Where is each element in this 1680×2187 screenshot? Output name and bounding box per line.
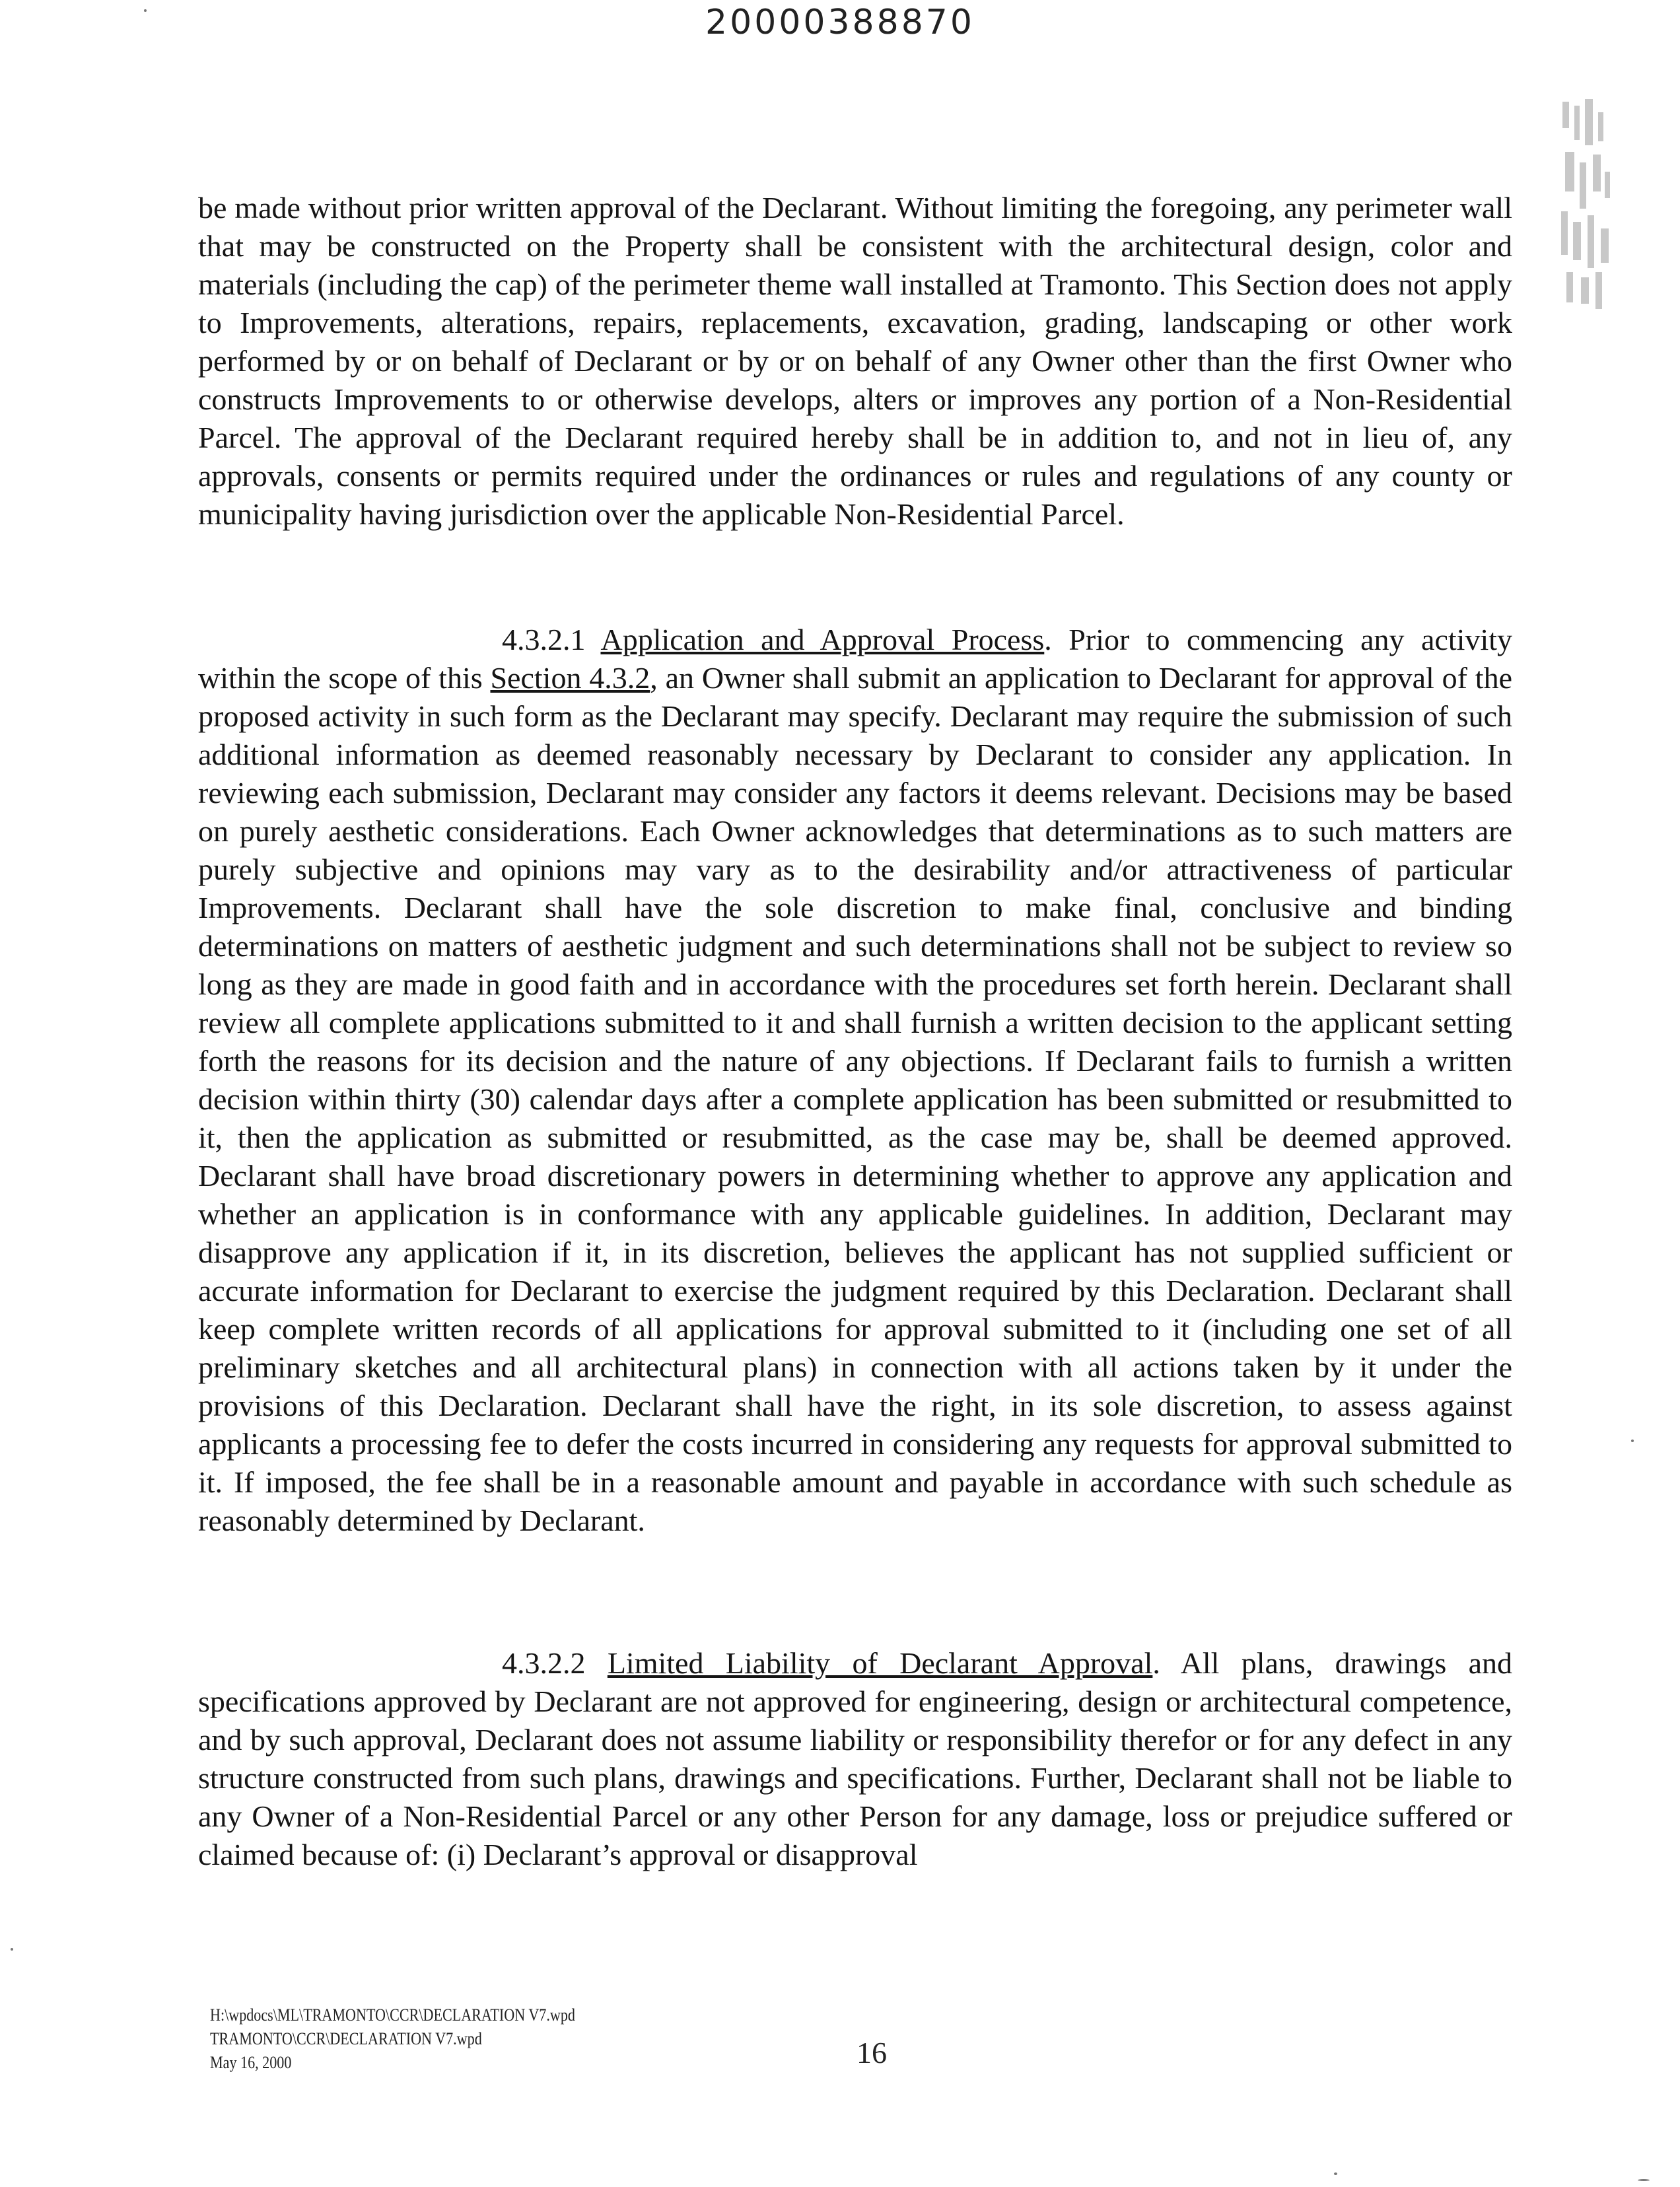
section-reference: Section 4.3.2 xyxy=(490,661,650,695)
file-path-line: H:\wpdocs\ML\TRAMONTO\CCR\DECLARATION V7.wpd xyxy=(210,2005,575,2025)
scan-speck xyxy=(1334,2172,1337,2175)
paragraph-text: . Prior to commencing any activity within the scope of this xyxy=(198,623,1512,695)
scan-speck xyxy=(1638,2179,1650,2181)
scan-speck xyxy=(144,9,147,12)
section-4-3-2-1-paragraph xyxy=(198,621,1512,1540)
scan-stamp-mark xyxy=(1558,99,1615,317)
paragraph-text: , an Owner shall submit an application to Declarant for approval of the proposed activity in such form as the Declarant may specify. Declarant may require the submission of such additional information as deemed reasonably necessary by Declarant to consider any application. In reviewing each submission, Declarant may consider any factors it deems relevant. Decisions may be based on purely aesthetic considerations. Each Owner acknowledges that determinations as to such matters are purely subjective and opinions may vary as to the desirability and/or attractiveness of particular Improvements. Declarant shall have the sole discretion to make final, conclusive and binding determinations on matters of aesthetic judgment and such determinations shall not be subject to review so long as they are made in good faith and in accordance with the procedures set forth herein. Declarant shall review all complete applications submitted to it and shall furnish a written decision to the applicant setting forth the reasons for its decision and the nature of any objections. If Declarant fails to furnish a written decision within thirty (30) calendar days after a complete application has been submitted or resubmitted to it, then the application as submitted or resubmitted, as the case may be, shall be deemed approved. Declarant shall have broad discretionary powers in determining whether to approve any application and whether an application is in conformance with any applicable guidelines. In addition, Declarant may disapprove any application if it, in its discretion, believes the applicant has not supplied sufficient or accurate information for Declarant to exercise the judgment required by this Declaration. Declarant shall keep complete written records of all applications for approval submitted to it (including one set of all preliminary sketches and all architectural plans) in connection with all actions taken by it under the provisions of this Declaration. Declarant shall have the right, in its sole discretion, to assess against applicants a processing fee to defer the costs incurred in considering any requests for approval submitted to it. If imposed, the fee shall be in a reasonable amount and payable in accordance with such schedule as reasonably determined by Declarant. xyxy=(198,661,1512,1537)
document-number: 20000388870 xyxy=(705,3,975,42)
section-heading: Application and Approval Process xyxy=(600,623,1045,656)
scan-speck xyxy=(11,1948,13,1951)
paragraph-text: . All plans, drawings and specifications approved by Declarant are not approved for engineering, design or architectural competence, and by such approval, Declarant does not assume liability or responsibility therefor or for any defect in any structure constructed from such plans, drawings and specifications. Further, Declarant shall not be liable to any Owner of a Non-Residential Parcel or any other Person for any damage, loss or prejudice suffered or claimed because of: (i) Declarant’s approval or disapproval xyxy=(198,1646,1512,1871)
section-4-3-2-2-paragraph xyxy=(198,1644,1512,1874)
document-date: May 16, 2000 xyxy=(210,2053,292,2072)
section-heading: Limited Liability of Declarant Approval xyxy=(607,1646,1153,1680)
scan-speck xyxy=(1631,1440,1634,1442)
file-path-line: TRAMONTO\CCR\DECLARATION V7.wpd xyxy=(210,2029,482,2048)
section-number: 4.3.2.2 xyxy=(502,1646,586,1680)
page-number: 16 xyxy=(857,2036,887,2069)
section-number: 4.3.2.1 xyxy=(502,623,586,656)
paragraph-continuation: be made without prior written approval of the Declarant. Without limiting the foregoing, any perimeter wall that may be constructed on the Property shall be consistent with the architectural design, color and materials (including the cap) of the perimeter theme wall installed at Tramonto. This Section does not apply to Improvements, alterations, repairs, replacements, excavation, grading, landscaping or other work performed by or on behalf of Declarant or by or on behalf of any Owner other than the first Owner who constructs Improvements to or otherwise develops, alters or improves any portion of a Non-Residential Parcel. The approval of the Declarant required hereby shall be in addition to, and not in lieu of, any approvals, consents or permits required under the ordinances or rules and regulations of any county or municipality having jurisdiction over the applicable Non-Residential Parcel. xyxy=(198,191,1512,531)
